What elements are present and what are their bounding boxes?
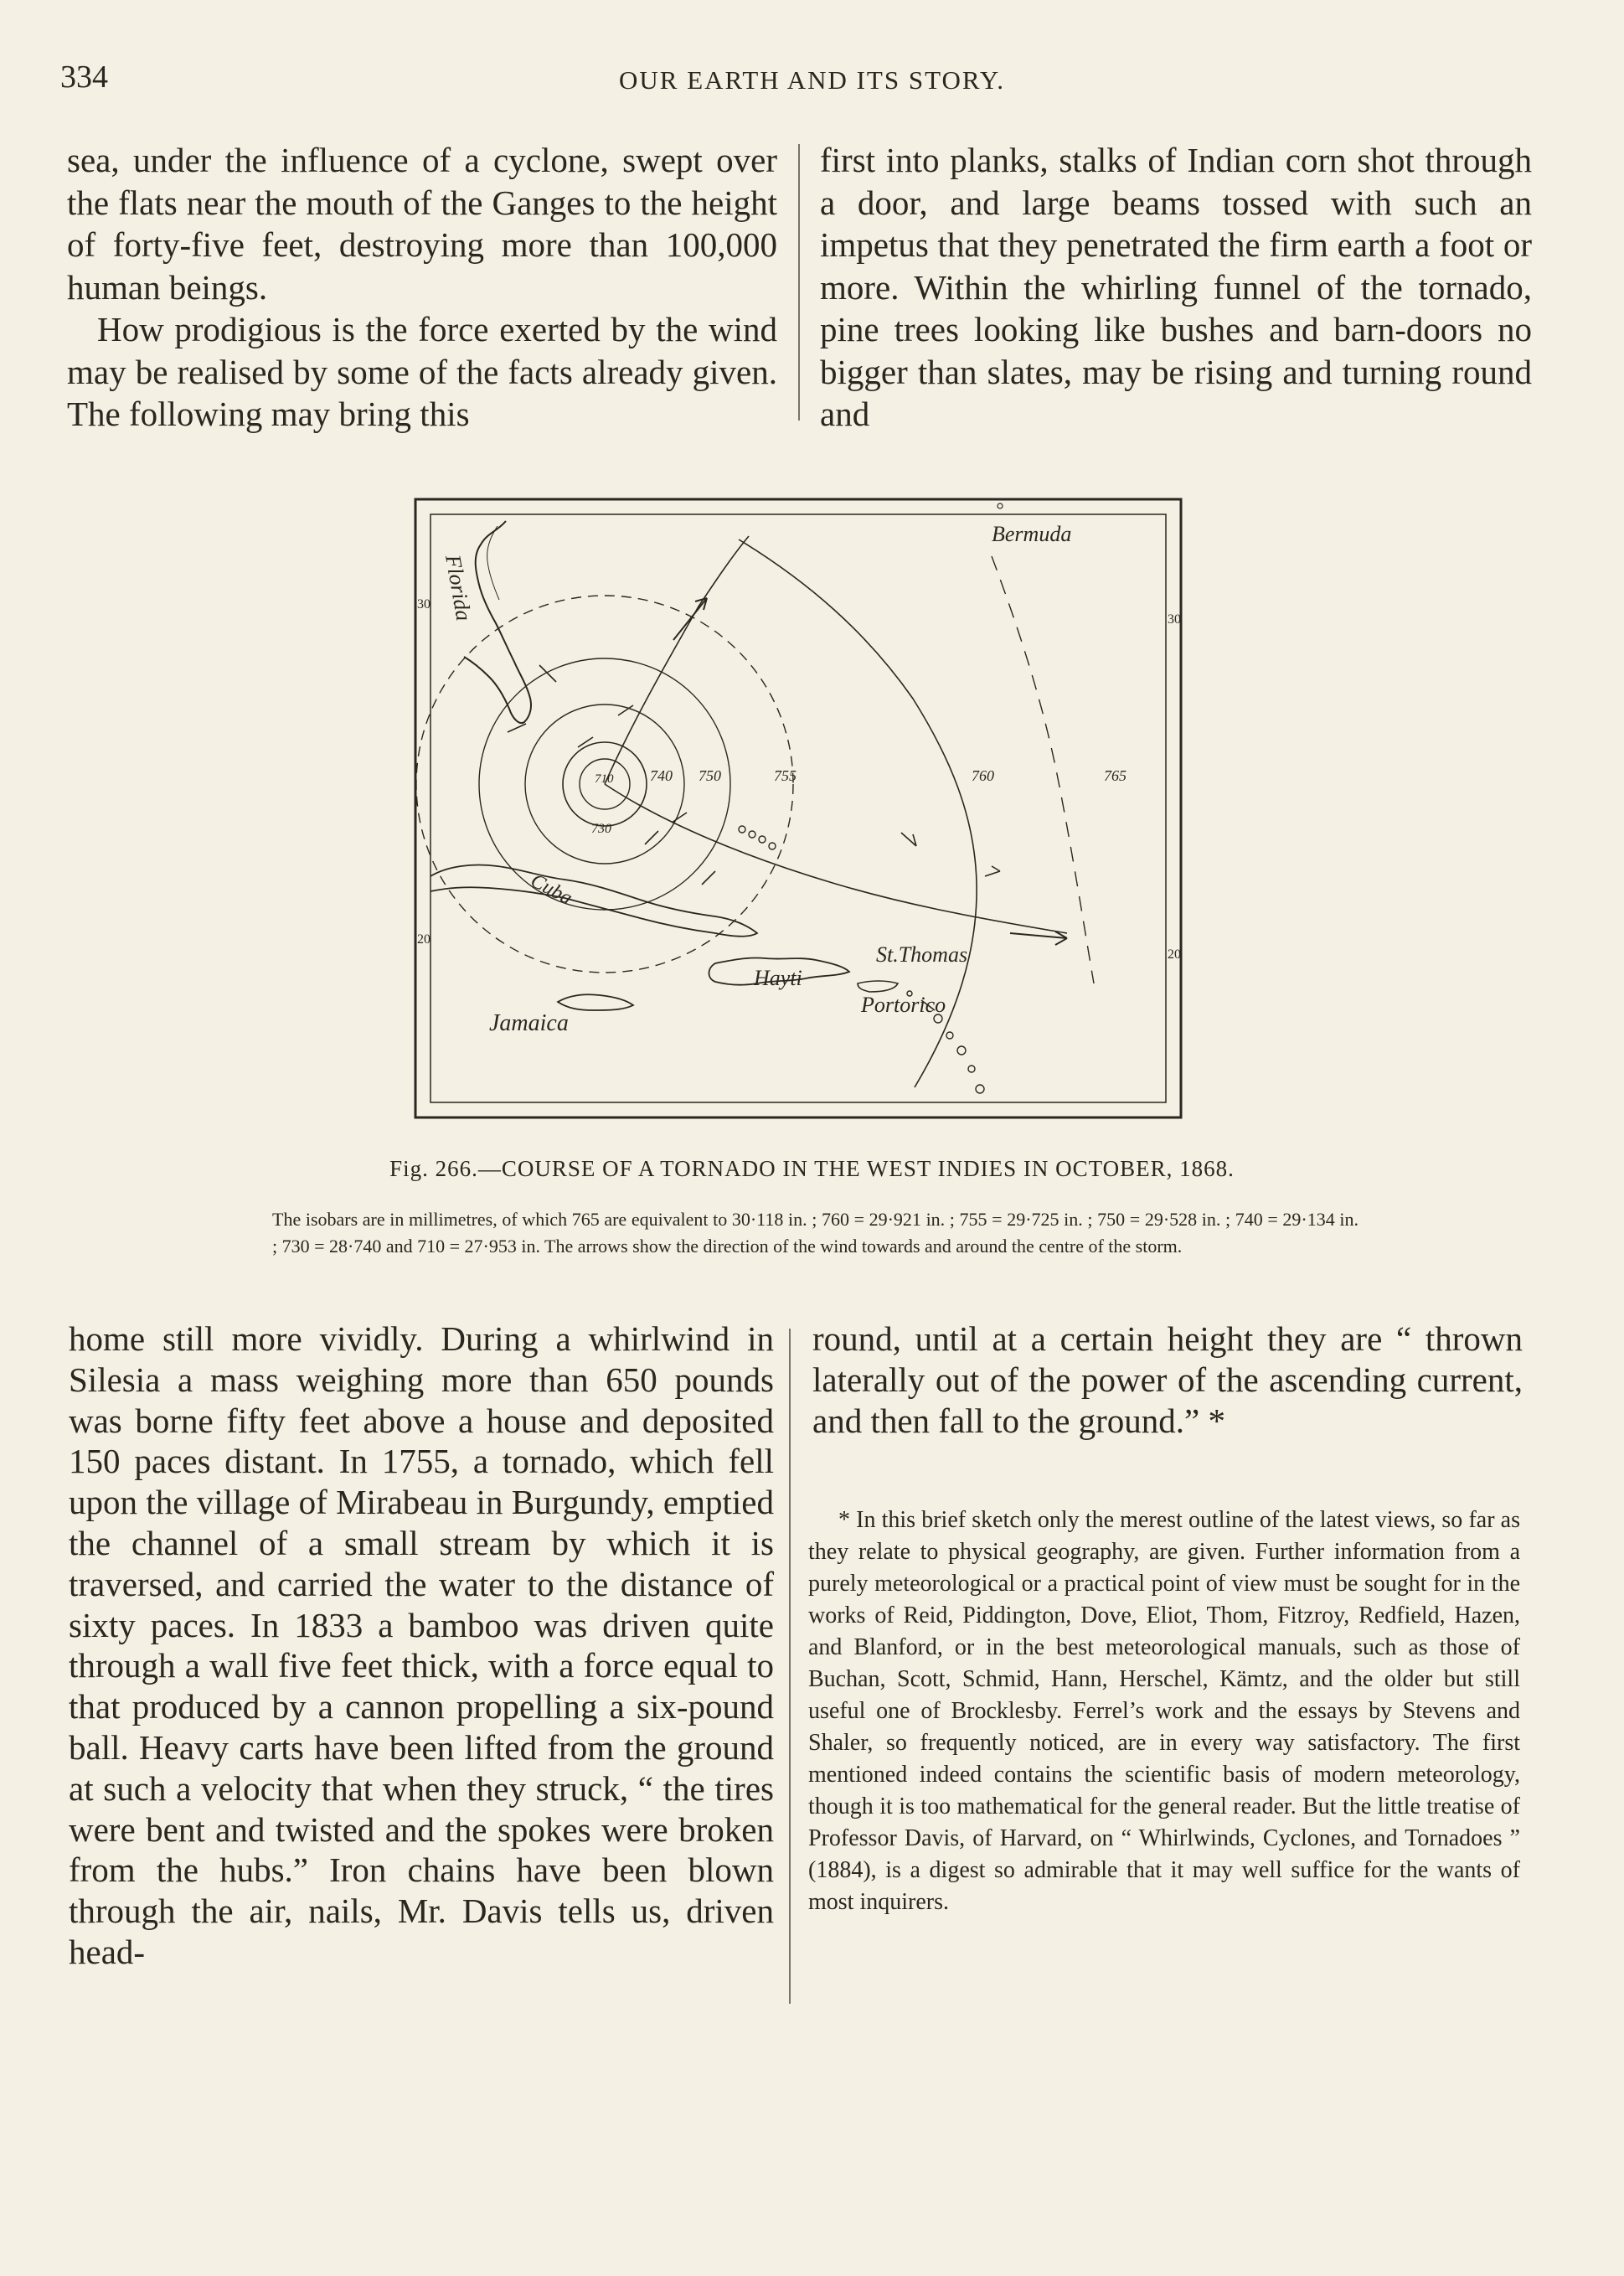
wind-arrow <box>508 724 526 732</box>
cuba-coast <box>430 865 757 937</box>
label-jamaica: Jamaica <box>489 1010 569 1036</box>
paragraph: How prodigious is the force exerted by the wind may be realised by some of the facts already given. The following may bring this <box>67 310 777 433</box>
isobar-label-760: 760 <box>972 767 994 784</box>
wind-arrow <box>578 737 593 747</box>
paragraph: round, until at a certain height they are “ thrown laterally out of the power of the ascending current, and then fall to the ground.” * <box>812 1319 1523 1440</box>
latitude-30-right: 30 <box>1168 612 1181 627</box>
wind-arrow <box>645 831 658 844</box>
top-left-column <box>67 139 777 436</box>
paragraph: first into planks, stalks of Indian corn shot through a door, and large beams tossed with such an impetus that they penetrated the firm earth a foot or more. Within the whirling funnel of the tornado, pine trees looking like bushes and barn-doors no bigger than slates, may be rising and turning round and <box>820 141 1532 433</box>
wind-arrow <box>901 833 916 846</box>
column-rule <box>789 1329 791 2004</box>
label-cuba: Cuba <box>527 870 576 910</box>
wind-arrow <box>1010 932 1067 945</box>
footnote <box>808 1504 1520 1918</box>
portorico-coast <box>858 981 898 992</box>
figure-caption-body: The isobars are in millimetres, of which 765 are equivalent to 30·118 in. ; 760 = 29·921 in. ; 755 = 29·725 in. ; 750 = 29·528 in. ; 740 = 29·134 in. ; 730 = 28·740 and 710 = 27·953 in. The arrows show the direction of the wind towards and around the centre of the storm. <box>272 1209 1358 1257</box>
wind-arrow <box>985 866 1000 876</box>
island-dot <box>946 1032 953 1039</box>
label-portorico: Portorico <box>861 993 946 1017</box>
island-dot <box>759 836 766 843</box>
label-hayti: Hayti <box>754 966 802 990</box>
island-dot <box>976 1085 984 1093</box>
island-dot <box>968 1066 975 1072</box>
wind-arrow <box>672 813 687 823</box>
column-rule <box>798 144 800 421</box>
isobar-label-765: 765 <box>1104 767 1126 784</box>
island-dot <box>769 843 776 849</box>
page-number: 334 <box>60 59 108 95</box>
wind-arrow <box>702 871 715 885</box>
florida-coast <box>464 521 531 723</box>
storm-track-lower <box>605 784 1067 933</box>
label-st-thomas: St.Thomas <box>876 942 968 967</box>
isobar-label-730: 730 <box>591 822 611 836</box>
latitude-20-right: 20 <box>1168 947 1181 962</box>
isobar-label-750: 750 <box>699 767 721 784</box>
isobar-765 <box>992 556 1094 983</box>
island-dot <box>998 503 1003 508</box>
latitude-20-left: 20 <box>417 932 430 947</box>
bottom-right-column <box>812 1319 1523 1442</box>
isobar-label-755: 755 <box>774 767 797 784</box>
florida-inner-coast <box>487 526 499 600</box>
bottom-left-column <box>69 1319 774 1973</box>
footnote-text: * In this brief sketch only the merest outline of the latest views, so far as they relate to physical geography, are given. Further information from a purely meteorological or a practical point of view must be sought for in the works of Reid, Piddington, Dove, Eliot, Thom, Fitzroy, Redfield, Hazen, and Blanford, or in the best meteorological manuals, such as those of Buchan, Scott, Schmid, Hann, Herschel, Kämtz, and the older but still useful one of Brocklesby. Ferrel’s work and the essays by Stevens and Shaler, so frequently noticed, are in every way satisfactory. The first mentioned indeed contains the scientific basis of modern meteorology, though it is too mathematical for the general reader. But the little treatise of Professor Davis, of Harvard, on “ Whirlwinds, Cyclones, and Tornadoes ” (1884), is a digest so admirable that it may well suffice for the wants of most inquirers. <box>808 1507 1520 1915</box>
top-right-column <box>820 139 1532 436</box>
isobar-label-740: 740 <box>650 767 673 784</box>
label-bermuda: Bermuda <box>992 522 1072 546</box>
tornado-map <box>414 498 1183 1119</box>
wind-arrow <box>539 665 556 682</box>
running-head: OUR EARTH AND ITS STORY. <box>619 65 1005 95</box>
island-dot <box>957 1046 966 1055</box>
label-florida: Florida <box>441 553 477 623</box>
wind-arrow <box>673 598 707 640</box>
jamaica-coast <box>558 994 633 1010</box>
paragraph: sea, under the influence of a cyclone, swept over the flats near the mouth of the Ganges to the height of forty-five feet, destroying more than 100,000 human beings. <box>67 141 777 307</box>
latitude-30-left: 30 <box>417 597 430 612</box>
tornado-map-figure <box>414 498 1183 1119</box>
paragraph: home still more vividly. During a whirlwind in Silesia a mass weighing more than 650 pounds was borne fifty feet above a house and deposited 150 paces distant. In 1755, a tornado, which fell upon the village of Mirabeau in Burgundy, emptied the channel of a small stream by which it is traversed, and carried the water to the distance of sixty paces. In 1833 a bamboo was driven quite through a wall five feet thick, with a force equal to that produced by a cannon propelling a six-pound ball. Heavy carts have been lifted from the ground at such a velocity that when they struck, “ the tires were bent and twisted and the spokes were broken from the hubs.” Iron chains have been blown through the air, nails, Mr. Davis tells us, driven head- <box>69 1319 774 1971</box>
isobar-label-710: 710 <box>595 772 614 786</box>
figure-caption-title: Fig. 266.—COURSE OF A TORNADO IN THE WEST INDIES IN OCTOBER, 1868. <box>389 1156 1235 1181</box>
island-dot <box>739 826 745 833</box>
island-dot <box>749 831 755 838</box>
